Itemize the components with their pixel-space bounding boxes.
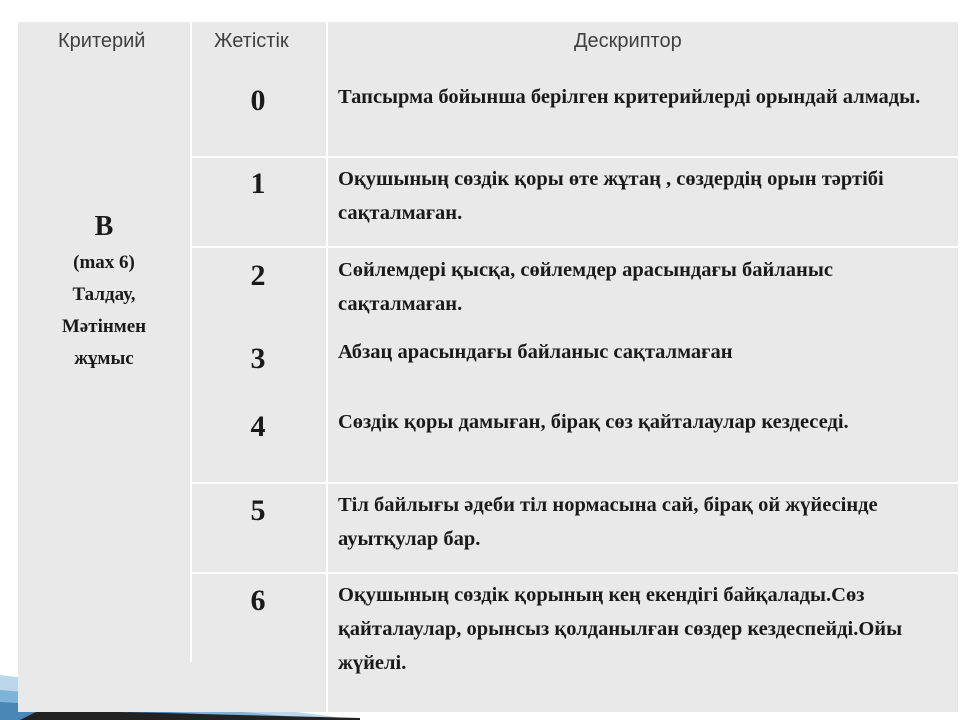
criterion-line3: жұмыс: [74, 348, 134, 369]
descriptor-3: Абзац арасындағы байланыс сақталмаған: [338, 341, 733, 363]
descriptor-2: Сөйлемдері қысқа, сөйлемдер арасындағы байланыс сақталмаған.: [338, 259, 833, 315]
score-1: 1: [250, 167, 266, 200]
row-divider: [192, 482, 958, 484]
descriptor-6: Оқушының сөздік қорының кең екендігі байқалады.Сөз қайталаулар, орынсыз қолданылған сөздер кездеспейді.Ойы жүйелі.: [338, 584, 903, 674]
column-divider: [190, 22, 192, 662]
criterion-max: (max 6): [73, 252, 135, 273]
row-divider: [192, 246, 958, 248]
criterion-line1: Талдау,: [72, 284, 136, 305]
score-3: 3: [250, 342, 266, 375]
row-divider: [192, 156, 958, 158]
descriptor-5: Тіл байлығы әдеби тіл нормасына сай, бірақ ой жүйесінде ауытқулар бар.: [338, 494, 878, 550]
score-0: 0: [250, 84, 266, 117]
score-4: 4: [250, 410, 266, 443]
criteria-table: [18, 22, 958, 712]
header-descriptor: Дескриптор: [574, 30, 682, 52]
row-divider: [192, 572, 958, 574]
header-achievement: Жетістік: [214, 30, 289, 52]
score-5: 5: [250, 494, 266, 527]
column-divider: [326, 22, 328, 712]
score-6: 6: [250, 584, 266, 617]
header-criterion: Критерий: [58, 30, 146, 52]
criterion-line2: Мәтінмен: [61, 316, 147, 337]
criterion-letter: B: [94, 211, 114, 242]
descriptor-4: Сөздік қоры дамыған, бірақ сөз қайталаулар кездеседі.: [338, 411, 849, 433]
score-2: 2: [250, 259, 266, 292]
criterion-cell: [18, 207, 190, 375]
descriptor-1: Оқушының сөздік қоры өте жұтаң , сөздердің орын тәртібі сақталмаған.: [338, 168, 884, 224]
descriptor-0: Тапсырма бойынша берілген критерийлерді орындай алмады.: [338, 86, 921, 108]
